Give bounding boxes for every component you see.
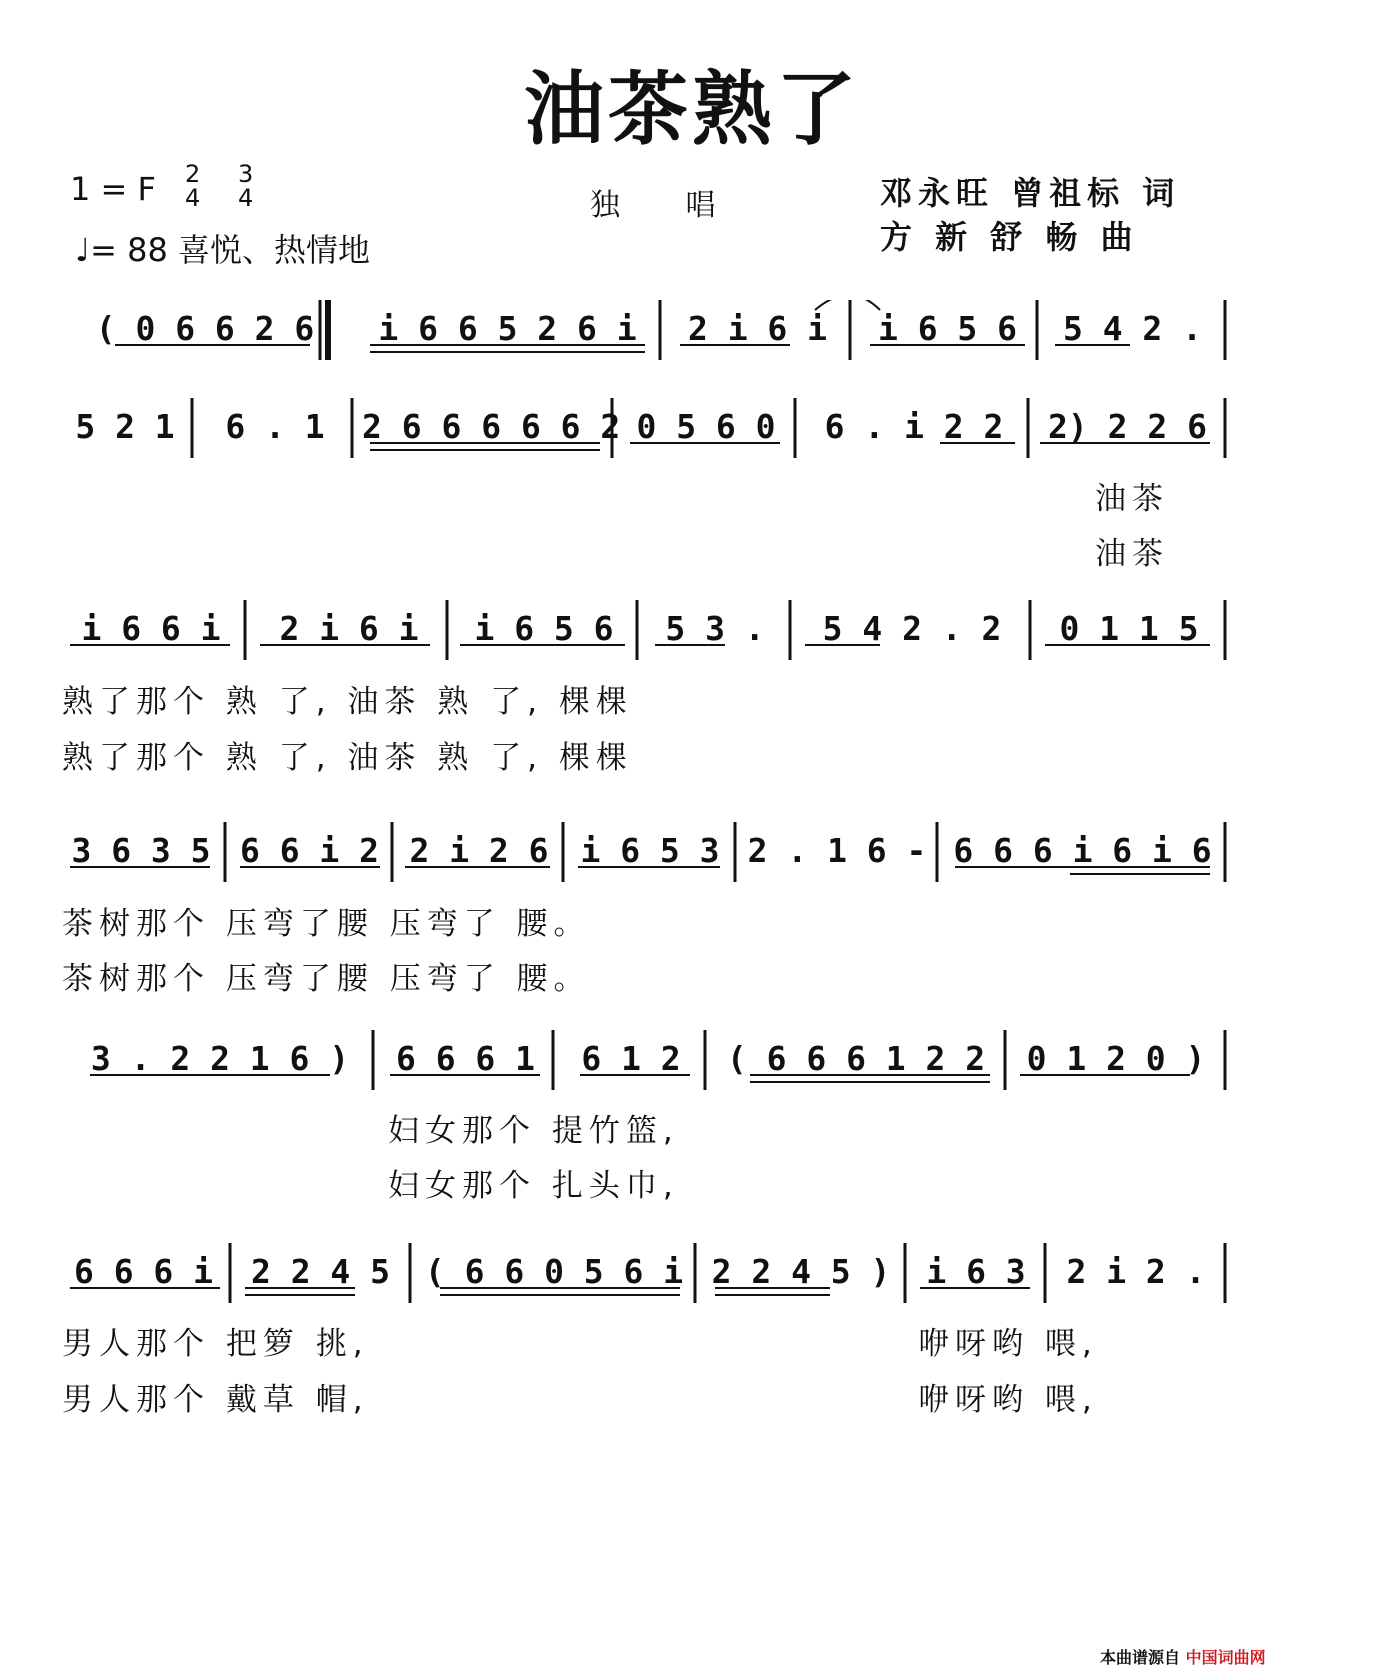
lyric-line: 咿呀哟 喂,	[918, 1326, 1098, 1362]
lyric-line: 咿呀哟 喂,	[918, 1382, 1098, 1418]
measure: ( 0 6 6 2 6	[95, 309, 315, 348]
measure: 2 i 2 .	[1066, 1252, 1206, 1291]
performance-type: 独 唱	[590, 188, 744, 223]
measure: 6 6 6 i 6 i 6	[953, 831, 1212, 870]
score-row-5	[0, 1030, 1384, 1110]
measure: 6 . i 2 2	[824, 407, 1004, 446]
measure: 3 . 2 2 1 6 )	[90, 1039, 350, 1078]
measure: 6 6 6 1	[395, 1039, 536, 1078]
measure: 0 1 1 5	[1059, 609, 1199, 648]
measure: ( 6 6 6 1 2 2	[726, 1039, 986, 1078]
measure: i 6 5 6	[877, 309, 1018, 348]
measure: 2 i 2 6	[409, 831, 549, 870]
lyric-line: 茶树那个 压弯了腰 压弯了 腰。	[62, 961, 591, 997]
lyric-line: 男人那个 把箩 挑,	[62, 1326, 369, 1362]
score-row-1	[0, 300, 1384, 380]
song-title: 油茶熟了	[524, 63, 860, 156]
measure: 0 5 6 0	[636, 407, 776, 446]
time-signature-2: 3 4	[238, 160, 254, 212]
measure: 2 . 1 6 -	[747, 831, 927, 870]
quarter-note-icon: ♩	[75, 231, 91, 269]
measure: 0 1 2 0 )	[1026, 1039, 1206, 1078]
lyricist-credit: 邓永旺 曾祖标 词	[880, 174, 1181, 212]
lyric-line: 油茶	[1095, 481, 1169, 517]
measure: i 6 5 3	[580, 831, 720, 870]
lyric-line: 男人那个 戴草 帽,	[62, 1382, 369, 1418]
measure: 2 i 6 i	[687, 309, 828, 348]
measure: 5 2 1	[75, 407, 175, 446]
score-row-2	[0, 398, 1384, 478]
key-signature: 1 = F	[70, 170, 156, 208]
measure: 2 6 6 6 6 6 2	[362, 407, 621, 446]
measure: 5 4 2 .	[1062, 309, 1203, 348]
measure: i 6 6 5 2 6 i	[378, 309, 637, 348]
measure: 5 4 2 . 2	[822, 609, 1002, 648]
score-row-6	[0, 1243, 1384, 1323]
measure: 6 6 6 i	[73, 1252, 214, 1291]
measure: 6 6 i 2	[239, 831, 380, 870]
measure: 2) 2 2 6	[1048, 407, 1207, 446]
measure: ( 6 6 0 5 6 i	[424, 1252, 684, 1291]
lyric-line: 油茶	[1095, 536, 1169, 572]
measure: i 6 5 6	[474, 609, 614, 648]
measure: 3 6 3 5	[71, 831, 211, 870]
measure: 6 . 1	[225, 407, 325, 446]
footer-credit	[1100, 1645, 1266, 1668]
score-row-3	[0, 600, 1384, 680]
measure: 5 3 .	[665, 609, 765, 648]
measure: 6 1 2	[581, 1039, 681, 1078]
lyric-line: 熟了那个 熟 了, 油茶 熟 了, 棵棵	[62, 740, 633, 776]
score-row-4	[0, 822, 1384, 902]
lyric-line: 茶树那个 压弯了腰 压弯了 腰。	[62, 906, 591, 942]
tempo-marking: ♩= 88 喜悦、热情地	[75, 231, 370, 269]
footer-source-label: 本曲谱源自	[1100, 1648, 1181, 1667]
time-signature-1: 2 4	[185, 160, 201, 212]
lyric-line: 熟了那个 熟 了, 油茶 熟 了, 棵棵	[62, 684, 633, 720]
lyric-line: 妇女那个 扎头巾,	[388, 1168, 679, 1204]
measure: 2 i 6 i	[279, 609, 419, 648]
footer-site-link[interactable]: 中国词曲网	[1185, 1648, 1266, 1667]
measure: 2 2 4 5	[250, 1252, 391, 1291]
measure: i 6 3	[926, 1252, 1026, 1291]
composer-credit: 方 新 舒 畅 曲	[880, 218, 1139, 256]
lyric-line: 妇女那个 提竹篮,	[388, 1113, 679, 1149]
measure: 2 2 4 5 )	[711, 1252, 891, 1291]
measure: i 6 6 i	[81, 609, 221, 648]
